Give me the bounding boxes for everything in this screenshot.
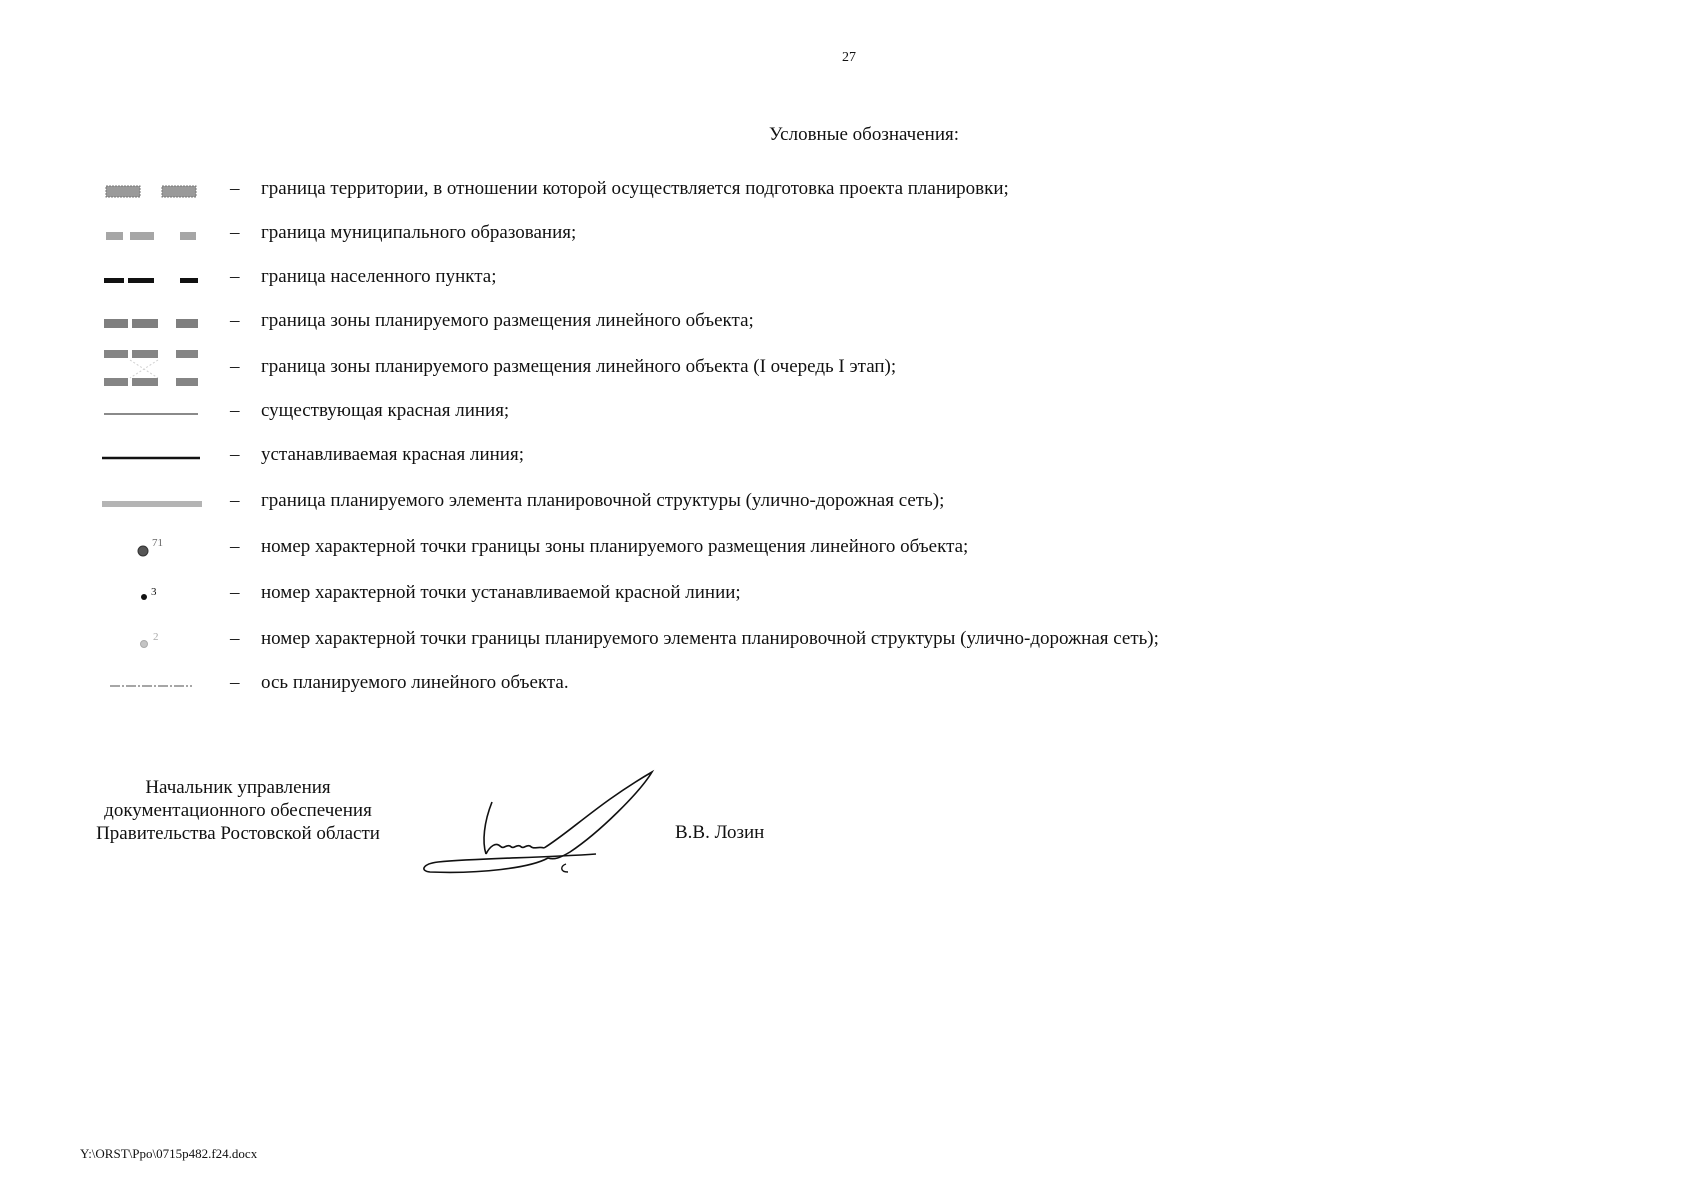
legend-item	[0, 666, 1698, 706]
linear-object-zone-boundary-symbol	[100, 304, 210, 344]
legend-separator: –	[230, 356, 240, 377]
signatory-name: В.В. Лозин	[675, 822, 765, 843]
signatory-position-line-1: Начальник управления	[145, 777, 331, 798]
legend-item	[0, 438, 1698, 478]
legend-item	[0, 216, 1698, 256]
red-line-point-marker-label: 3	[151, 586, 157, 598]
legend-item-label: граница территории, в отношении которой осуществляется подготовка проекта планировки;	[261, 178, 1009, 199]
legend-item-label: ось планируемого линейного объекта.	[261, 672, 569, 693]
legend-item-label: граница зоны планируемого размещения линейного объекта (I очередь I этап);	[261, 356, 897, 377]
legend-item	[0, 260, 1698, 300]
document-file-path: Y:\ORST\Ppo\0715p482.f24.docx	[80, 1146, 258, 1161]
municipal-boundary-symbol	[100, 216, 210, 256]
legend-item	[0, 304, 1698, 344]
legend-separator: –	[230, 628, 240, 649]
legend-title: Условные обозначения:	[768, 124, 960, 145]
existing-red-line-symbol	[100, 394, 210, 434]
street-network-boundary-symbol	[100, 484, 210, 524]
page-number: 27	[842, 50, 856, 65]
legend-item-label: граница зоны планируемого размещения линейного объекта;	[261, 310, 754, 331]
zone-point-marker-symbol	[100, 530, 210, 570]
legend-item	[0, 622, 1698, 662]
legend-item-label: устанавливаемая красная линия;	[261, 444, 524, 465]
legend-separator: –	[230, 222, 240, 243]
settlement-boundary-symbol	[100, 260, 210, 300]
legend-item-label: номер характерной точки границы планируемого элемента планировочной структуры (улично-дорожная сеть);	[261, 628, 1159, 649]
legend-item-label: номер характерной точки устанавливаемой красной линии;	[261, 582, 741, 603]
legend-item	[0, 484, 1698, 524]
signatory-position-line-3: Правительства Ростовской области	[96, 823, 380, 844]
project-territory-boundary-symbol	[100, 172, 210, 212]
planned-red-line-symbol	[100, 438, 210, 478]
legend-item-label: существующая красная линия;	[261, 400, 510, 421]
street-network-point-marker-symbol	[100, 622, 210, 662]
legend-separator: –	[230, 672, 240, 693]
legend-separator: –	[230, 490, 240, 511]
legend-item	[0, 530, 1698, 570]
legend-item-label: граница муниципального образования;	[261, 222, 577, 243]
signatory-position	[78, 776, 398, 845]
red-line-point-marker-symbol	[100, 576, 210, 616]
legend-separator: –	[230, 444, 240, 465]
linear-object-zone-stage-boundary-symbol	[100, 348, 210, 396]
signatory-position-line-2: документационного обеспечения	[104, 800, 372, 821]
legend-item	[0, 394, 1698, 434]
legend-item	[0, 348, 1698, 396]
legend-item-label: граница планируемого элемента планировочной структуры (улично-дорожная сеть);	[261, 490, 945, 511]
legend-separator: –	[230, 310, 240, 331]
legend-separator: –	[230, 536, 240, 557]
zone-point-marker-label: 71	[152, 537, 163, 549]
legend-item	[0, 172, 1698, 212]
handwritten-signature	[420, 762, 660, 882]
legend-item-label: граница населенного пункта;	[261, 266, 497, 287]
linear-object-axis-symbol	[100, 666, 210, 706]
legend-item	[0, 576, 1698, 616]
street-network-point-marker-label: 2	[153, 631, 159, 643]
legend-separator: –	[230, 178, 240, 199]
legend-separator: –	[230, 266, 240, 287]
legend-separator: –	[230, 400, 240, 421]
legend-separator: –	[230, 582, 240, 603]
legend-item-label: номер характерной точки границы зоны планируемого размещения линейного объекта;	[261, 536, 969, 557]
